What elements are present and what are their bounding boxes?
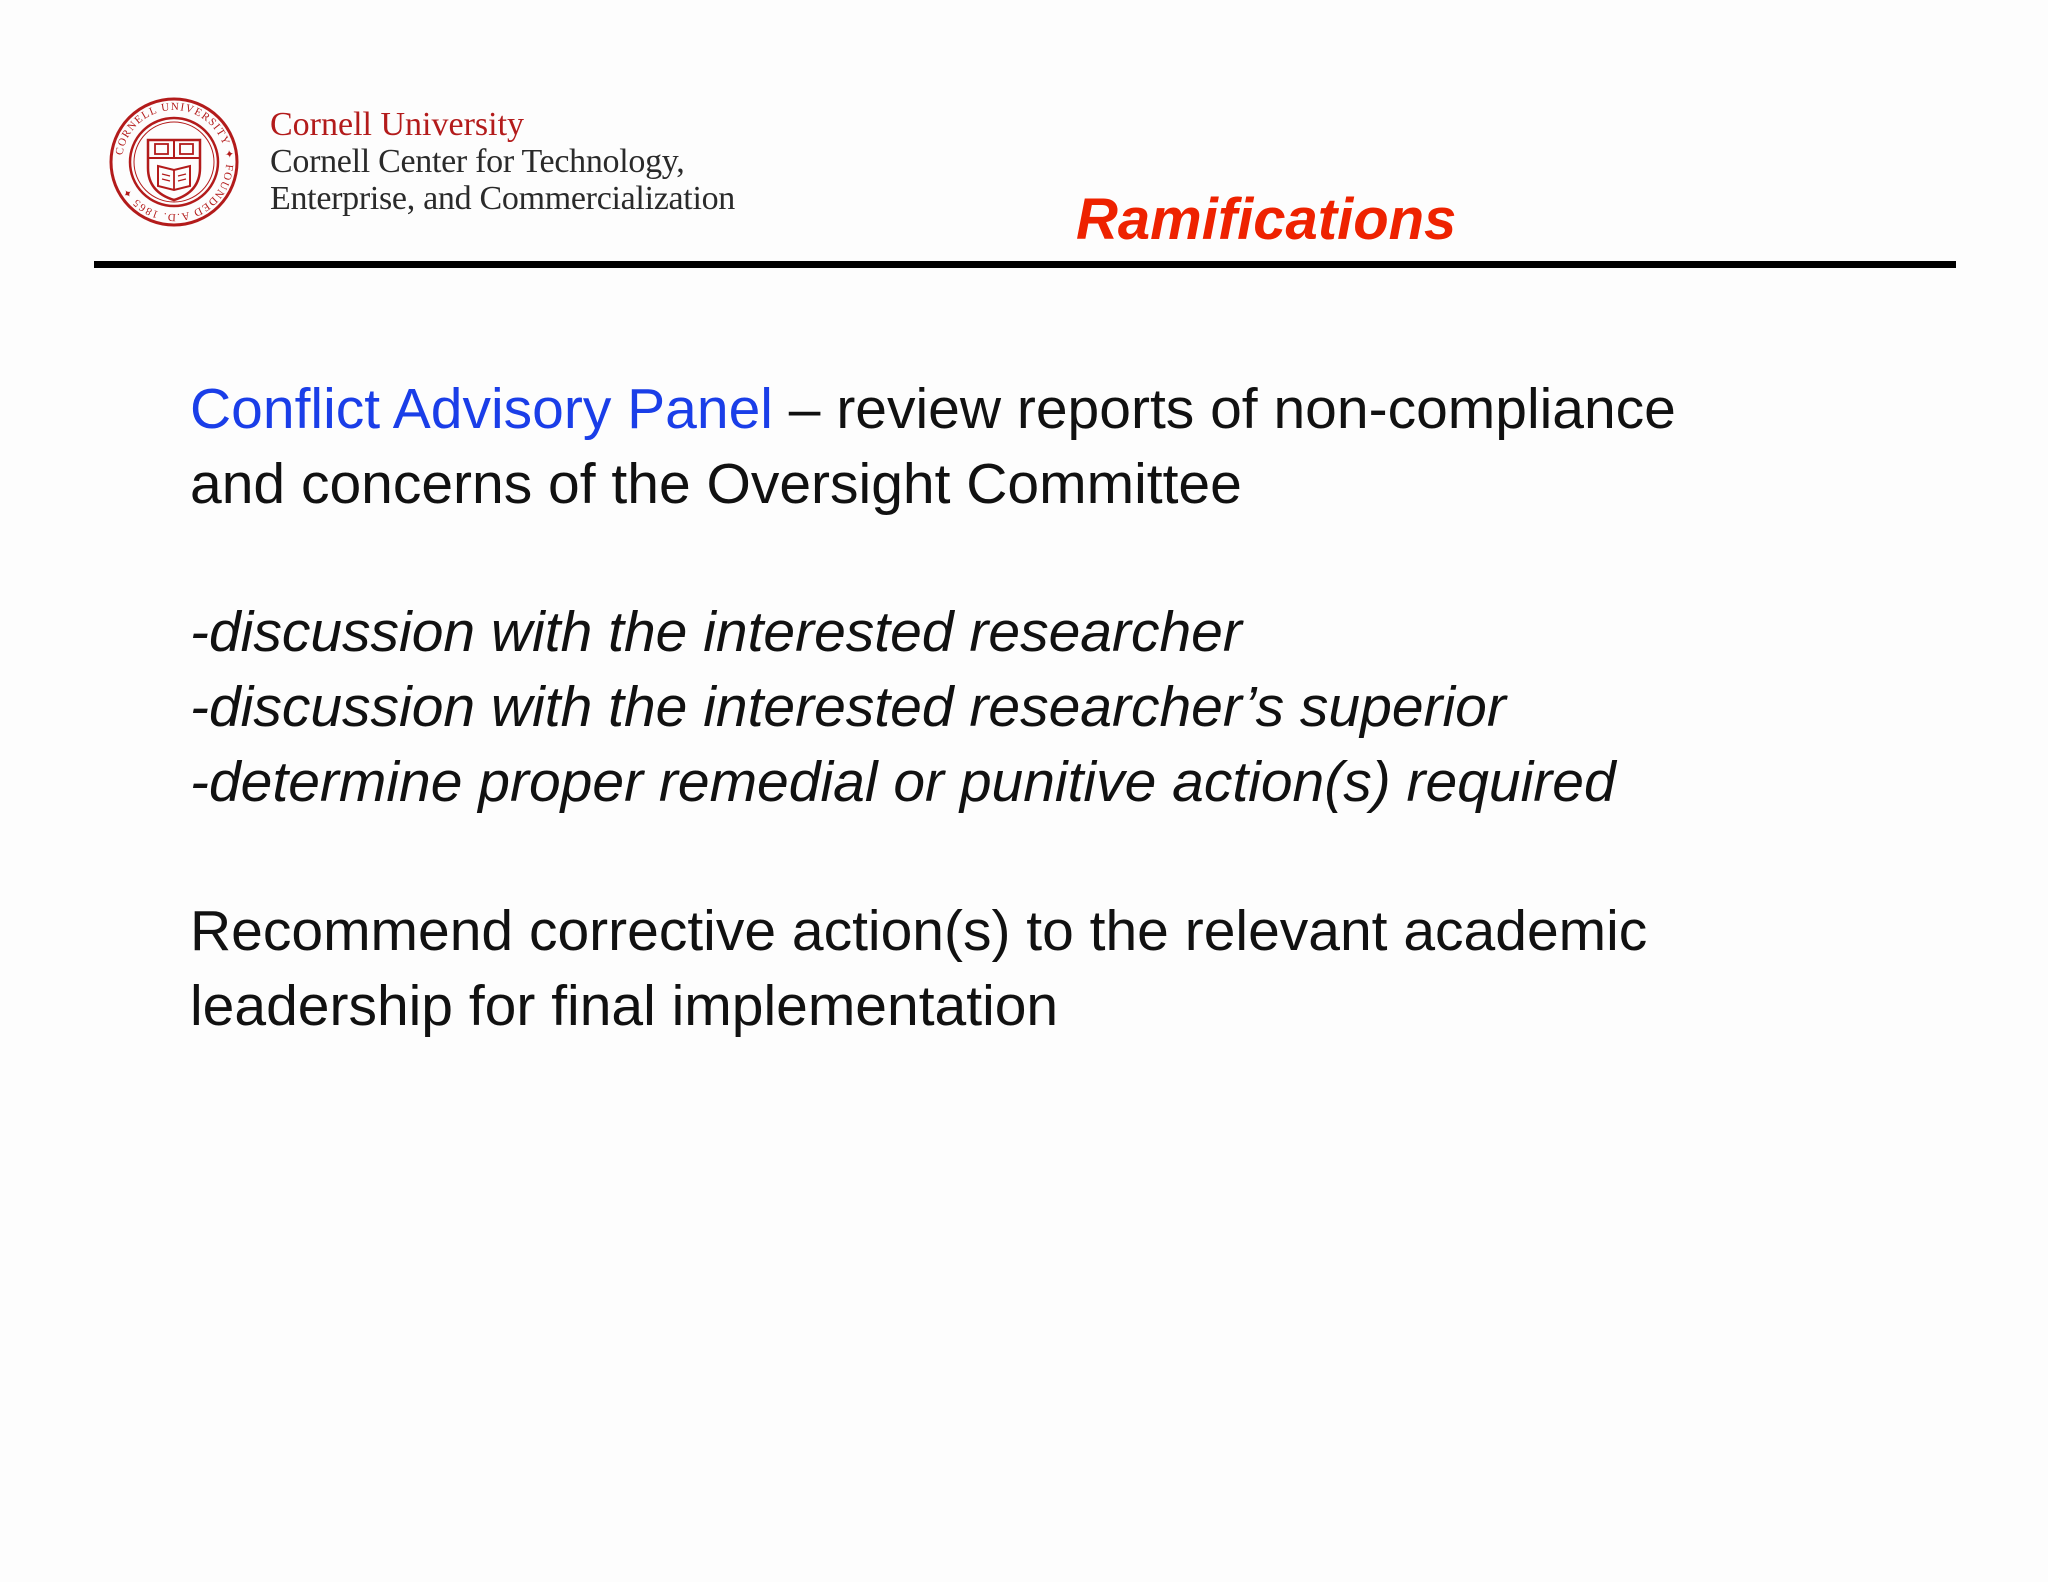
intro-term: Conflict Advisory Panel [190, 377, 773, 441]
list-item: -discussion with the interested researcher [190, 600, 1242, 664]
slide-title: Ramifications [1076, 187, 1457, 252]
center-name-line-1: Cornell Center for Technology, [270, 143, 685, 180]
header-divider [94, 261, 1956, 268]
list-item: -discussion with the interested researcher’s superior [190, 675, 1506, 739]
closing-line-1: Recommend corrective action(s) to the relevant academic [190, 899, 1648, 963]
svg-text:CORNELL UNIVERSITY ✦ FOUNDED A: CORNELL UNIVERSITY ✦ FOUNDED A.D. 1865 ✦ [113, 100, 236, 224]
slide-content [190, 372, 1890, 1044]
intro-rest: – review reports of non-compliance [772, 377, 1676, 441]
intro-line-1 [190, 372, 1890, 447]
university-name: Cornell University [270, 106, 525, 143]
closing-line-2: leadership for final implementation [190, 974, 1059, 1038]
center-name-line-2: Enterprise, and Commercialization [270, 180, 735, 217]
list-item: -determine proper remedial or punitive action(s) required [190, 750, 1616, 814]
cornell-seal-icon [108, 96, 240, 228]
brand-block [270, 106, 735, 217]
closing-paragraph [190, 894, 1890, 1044]
intro-line-2: and concerns of the Oversight Committee [190, 452, 1242, 516]
bullet-list [190, 595, 1890, 820]
